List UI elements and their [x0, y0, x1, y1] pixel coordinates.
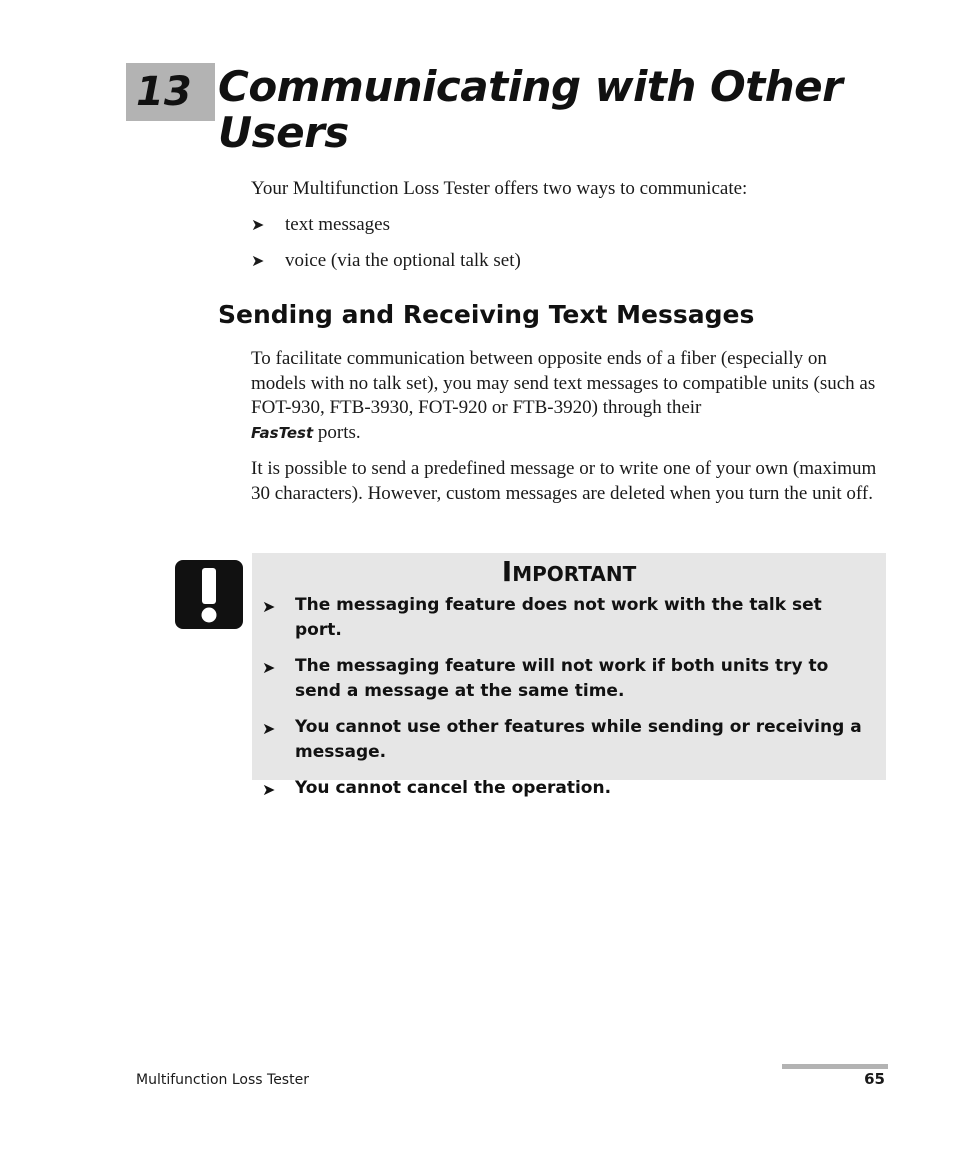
- paragraph-text: To facilitate communication between opposite ends of a fiber (especially on models with no talk set), you may send text messages to compatible units (such as FOT-930, FTB-3930, FOT-920 or FTB-3920) through their: [251, 348, 876, 418]
- important-list: [262, 593, 872, 812]
- list-item-text: voice (via the optional talk set): [285, 250, 521, 271]
- list-item: [262, 715, 872, 765]
- arrow-bullet-icon: ➤: [251, 251, 265, 270]
- page-number: 65: [864, 1070, 885, 1088]
- list-item: [262, 654, 872, 704]
- arrow-bullet-icon: ➤: [262, 719, 276, 738]
- list-item-text: text messages: [285, 214, 391, 235]
- chapter-title: Communicating with Other Users: [218, 62, 843, 157]
- list-item-text: The messaging feature will not work if both units try to send a message at the same time.: [295, 656, 829, 701]
- section-heading: Sending and Receiving Text Messages: [218, 300, 755, 329]
- paragraph-tail: ports.: [313, 421, 361, 443]
- list-item: [262, 593, 872, 643]
- paragraph-custom-messages: It is possible to send a predefined message or to write one of your own (maximum 30 characters). However, custom messages are deleted when you turn the unit off.: [251, 458, 877, 504]
- arrow-bullet-icon: ➤: [251, 215, 265, 234]
- fastest-brand: FasTest: [251, 423, 314, 442]
- arrow-bullet-icon: ➤: [262, 780, 276, 799]
- list-item-text: You cannot use other features while sending or receiving a message.: [295, 717, 862, 762]
- arrow-bullet-icon: ➤: [262, 597, 276, 616]
- arrow-bullet-icon: ➤: [262, 658, 276, 677]
- list-item-text: The messaging feature does not work with the talk set port.: [295, 595, 822, 640]
- exclamation-icon: [175, 560, 243, 629]
- list-item: [251, 213, 521, 249]
- list-item: [262, 776, 872, 801]
- footer-title: Multifunction Loss Tester: [136, 1072, 309, 1088]
- chapter-number: 13: [126, 63, 215, 121]
- list-item-text: You cannot cancel the operation.: [295, 778, 612, 798]
- intro-text: Your Multifunction Loss Tester offers two ways to communicate:: [251, 178, 748, 199]
- intro-bullet-list: [251, 213, 521, 285]
- important-notice: [252, 553, 886, 799]
- list-item: [251, 249, 521, 285]
- paragraph-fiber-communication: [251, 347, 883, 445]
- important-title: Important: [501, 555, 637, 588]
